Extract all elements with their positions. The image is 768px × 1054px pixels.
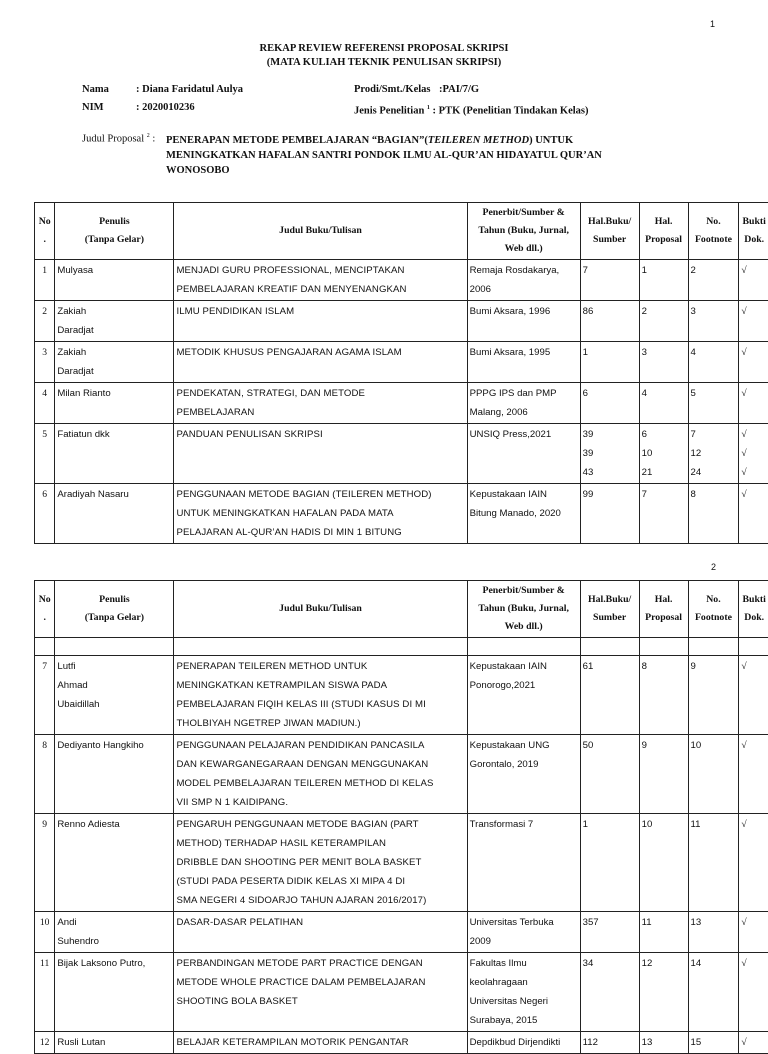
cell-judul-line: ILMU PENDIDIKAN ISLAM	[176, 302, 464, 321]
cell-penulis-line: Bijak Laksono Putro,	[57, 954, 171, 973]
cell-bukti-line: √	[741, 463, 767, 482]
cell-judul-line: PEMBELAJARAN FIQIH KELAS III (STUDI KASUS DI MI	[176, 695, 464, 714]
cell-footnote-line: 2	[691, 261, 737, 280]
cell-judul-line: PELAJARAN AL-QUR’AN HADIS DI MIN 1 BITUNG	[176, 523, 464, 542]
cell-footnote-line: 24	[691, 463, 737, 482]
cell-no: 12	[35, 1032, 55, 1054]
cell-no: 2	[35, 301, 55, 342]
cell-hal-proposal-line: 10	[642, 444, 686, 463]
cell-footnote-line: 4	[691, 343, 737, 362]
document-title	[0, 42, 768, 70]
cell-hal-buku-line: 1	[583, 815, 637, 834]
table-row	[35, 814, 768, 912]
table-row	[35, 1032, 768, 1054]
cell-hal-proposal	[639, 656, 688, 735]
cell-footnote-line: 11	[691, 815, 737, 834]
cell-footnote-line: 8	[691, 485, 737, 504]
cell-bukti-line: √	[741, 815, 767, 834]
cell-judul-line: DAN KEWARGANEGARAAN DENGAN MENGGUNAKAN	[176, 755, 464, 774]
cell-footnote	[688, 260, 739, 301]
cell-bukti-line: √	[741, 444, 767, 463]
cell-penulis-line: Lutfi	[57, 657, 171, 676]
cell-hal-buku-line: 39	[583, 425, 637, 444]
cell-bukti-line: √	[741, 657, 767, 676]
cell-hal-proposal	[639, 1032, 688, 1054]
cell-penerbit-line: Universitas Negeri	[470, 992, 578, 1011]
cell-penerbit	[467, 735, 580, 814]
cell-no: 6	[35, 484, 55, 544]
empty-spacer-row	[35, 638, 768, 656]
cell-footnote-line: 5	[691, 384, 737, 403]
judul-proposal-label	[82, 133, 155, 145]
cell-judul-line: METHOD) TERHADAP HASIL KETERAMPILAN	[176, 834, 464, 853]
cell-penulis	[55, 383, 174, 424]
cell-bukti-line: √	[741, 425, 767, 444]
cell-hal-proposal-line: 10	[642, 815, 686, 834]
cell-penerbit-line: Gorontalo, 2019	[470, 755, 578, 774]
table-row	[35, 301, 768, 342]
cell-judul	[174, 424, 467, 484]
table-row	[35, 735, 768, 814]
cell-penulis	[55, 912, 174, 953]
cell-hal-buku-line: 99	[583, 485, 637, 504]
prodi-label: Prodi/Smt./Kelas	[354, 82, 431, 98]
cell-hal-buku	[580, 735, 639, 814]
cell-bukti	[739, 953, 768, 1032]
prodi-value: :PAI/7/G	[439, 82, 479, 98]
cell-penulis-line: Milan Rianto	[57, 384, 171, 403]
page-number: 1	[710, 19, 715, 29]
cell-bukti	[739, 735, 768, 814]
cell-penerbit-line: UNSIQ Press,2021	[470, 425, 578, 444]
cell-penerbit-line: Universitas Terbuka	[470, 913, 578, 932]
table-row	[35, 656, 768, 735]
cell-penulis	[55, 735, 174, 814]
cell-judul	[174, 342, 467, 383]
cell-penerbit-line: Transformasi 7	[470, 815, 578, 834]
cell-penerbit-line: Malang, 2006	[470, 403, 578, 422]
cell-penulis-line: Mulyasa	[57, 261, 171, 280]
cell-penerbit-line: Kepustakaan IAIN	[470, 657, 578, 676]
header-hal-buku: Hal.Buku/ Sumber	[580, 203, 639, 260]
cell-penulis-line: Aradiyah Nasaru	[57, 485, 171, 504]
cell-penulis-line: Daradjat	[57, 362, 171, 381]
cell-footnote	[688, 953, 739, 1032]
cell-hal-proposal	[639, 484, 688, 544]
cell-hal-proposal-line: 4	[642, 384, 686, 403]
cell-footnote	[688, 656, 739, 735]
cell-hal-buku	[580, 301, 639, 342]
nim-label: NIM	[82, 100, 104, 116]
table-row	[35, 912, 768, 953]
cell-hal-buku-line: 50	[583, 736, 637, 755]
cell-footnote	[688, 1032, 739, 1054]
header-bukti: Bukti Dok.	[739, 203, 768, 260]
cell-hal-proposal-line: 21	[642, 463, 686, 482]
cell-no: 9	[35, 814, 55, 912]
judul-part-1: PENERAPAN METODE PEMBELAJARAN “BAGIAN”(	[166, 135, 428, 146]
cell-penerbit	[467, 342, 580, 383]
cell-hal-proposal	[639, 424, 688, 484]
cell-penulis-line: Ubaidillah	[57, 695, 171, 714]
cell-hal-proposal	[639, 912, 688, 953]
cell-hal-proposal-line: 3	[642, 343, 686, 362]
table-row	[35, 424, 768, 484]
cell-judul	[174, 301, 467, 342]
cell-hal-proposal-line: 9	[642, 736, 686, 755]
cell-hal-proposal-line: 2	[642, 302, 686, 321]
cell-bukti	[739, 814, 768, 912]
cell-no: 3	[35, 342, 55, 383]
cell-judul-line: PERBANDINGAN METODE PART PRACTICE DENGAN	[176, 954, 464, 973]
cell-judul-line: BELAJAR KETERAMPILAN MOTORIK PENGANTAR	[176, 1033, 464, 1052]
cell-footnote	[688, 484, 739, 544]
cell-penerbit-line: Bitung Manado, 2020	[470, 504, 578, 523]
cell-judul-line: PENGARUH PENGGUNAAN METODE BAGIAN (PART	[176, 815, 464, 834]
cell-penerbit	[467, 301, 580, 342]
header-penulis: Penulis (Tanpa Gelar)	[55, 203, 174, 260]
cell-penerbit	[467, 814, 580, 912]
table-row	[35, 383, 768, 424]
cell-judul-line: DRIBBLE DAN SHOOTING PER MENIT BOLA BASKET	[176, 853, 464, 872]
cell-judul	[174, 814, 467, 912]
cell-footnote	[688, 735, 739, 814]
cell-bukti	[739, 342, 768, 383]
cell-no: 1	[35, 260, 55, 301]
cell-judul	[174, 260, 467, 301]
cell-judul-line: PEMBELAJARAN KREATIF DAN MENYENANGKAN	[176, 280, 464, 299]
cell-hal-buku-line: 1	[583, 343, 637, 362]
jenis-footnote-mark: 1	[427, 105, 430, 111]
table-row	[35, 953, 768, 1032]
cell-penulis-line: Daradjat	[57, 321, 171, 340]
cell-penulis-line: Suhendro	[57, 932, 171, 951]
cell-judul-line: (STUDI PADA PESERTA DIDIK KELAS XI MIPA 4 DI	[176, 872, 464, 891]
cell-bukti	[739, 1032, 768, 1054]
cell-hal-buku-line: 39	[583, 444, 637, 463]
cell-judul-line: PENERAPAN TEILEREN METHOD UNTUK	[176, 657, 464, 676]
cell-bukti-line: √	[741, 485, 767, 504]
cell-footnote	[688, 342, 739, 383]
judul-footnote-mark: 2	[147, 133, 150, 139]
title-line-1: REKAP REVIEW REFERENSI PROPOSAL SKRIPSI	[0, 42, 768, 56]
cell-hal-buku	[580, 912, 639, 953]
cell-judul-line: METODIK KHUSUS PENGAJARAN AGAMA ISLAM	[176, 343, 464, 362]
cell-judul-line: PENGGUNAAN PELAJARAN PENDIDIKAN PANCASILA	[176, 736, 464, 755]
cell-judul-line: PANDUAN PENULISAN SKRIPSI	[176, 425, 464, 444]
cell-no: 11	[35, 953, 55, 1032]
cell-hal-proposal	[639, 260, 688, 301]
cell-penerbit-line: Bumi Aksara, 1996	[470, 302, 578, 321]
cell-penerbit-line: Kepustakaan UNG	[470, 736, 578, 755]
cell-penulis-line: Zakiah	[57, 343, 171, 362]
cell-penerbit-line: keolahragaan	[470, 973, 578, 992]
cell-judul-line: PENGGUNAAN METODE BAGIAN (TEILEREN METHOD)	[176, 485, 464, 504]
cell-penulis	[55, 342, 174, 383]
header-penerbit: Penerbit/Sumber & Tahun (Buku, Jurnal, Web dll.)	[467, 581, 580, 638]
cell-judul-line: PEMBELAJARAN	[176, 403, 464, 422]
cell-penerbit-line: 2009	[470, 932, 578, 951]
cell-judul-line: THOLBIYAH NGETREP JIWAN MADIUN.)	[176, 714, 464, 733]
cell-bukti-line: √	[741, 736, 767, 755]
header-footnote: No. Footnote	[688, 581, 739, 638]
header-bukti: Bukti Dok.	[739, 581, 768, 638]
header-footnote: No. Footnote	[688, 203, 739, 260]
cell-no: 8	[35, 735, 55, 814]
cell-no: 10	[35, 912, 55, 953]
cell-bukti-line: √	[741, 913, 767, 932]
cell-hal-proposal-line: 11	[642, 913, 686, 932]
cell-bukti-line: √	[741, 1033, 767, 1052]
cell-penerbit-line: Ponorogo,2021	[470, 676, 578, 695]
cell-footnote-line: 15	[691, 1033, 737, 1052]
cell-penerbit	[467, 912, 580, 953]
cell-hal-buku	[580, 484, 639, 544]
cell-footnote	[688, 912, 739, 953]
cell-bukti	[739, 484, 768, 544]
cell-hal-buku	[580, 953, 639, 1032]
nama-value: : Diana Faridatul Aulya	[136, 82, 243, 98]
cell-hal-proposal-line: 12	[642, 954, 686, 973]
table-row	[35, 342, 768, 383]
cell-no: 5	[35, 424, 55, 484]
judul-colon: :	[152, 134, 155, 145]
cell-penulis-line: Andi	[57, 913, 171, 932]
nama-label: Nama	[82, 82, 109, 98]
cell-bukti	[739, 260, 768, 301]
cell-hal-proposal-line: 8	[642, 657, 686, 676]
header-hal-buku: Hal.Buku/ Sumber	[580, 581, 639, 638]
cell-bukti-line: √	[741, 302, 767, 321]
judul-label-text: Judul Proposal	[82, 134, 144, 145]
cell-judul-line: METODE WHOLE PRACTICE DALAM PEMBELAJARAN	[176, 973, 464, 992]
cell-judul	[174, 383, 467, 424]
cell-penulis	[55, 484, 174, 544]
cell-hal-buku-line: 86	[583, 302, 637, 321]
cell-hal-buku-line: 6	[583, 384, 637, 403]
cell-penulis-line: Fatiatun dkk	[57, 425, 171, 444]
cell-bukti-line: √	[741, 954, 767, 973]
cell-penerbit	[467, 424, 580, 484]
cell-bukti	[739, 383, 768, 424]
reference-table-page-1	[34, 202, 768, 544]
table-header-row	[35, 203, 768, 260]
cell-penerbit	[467, 260, 580, 301]
cell-hal-proposal-line: 6	[642, 425, 686, 444]
nim-value: : 2020010236	[136, 100, 195, 116]
cell-penerbit	[467, 1032, 580, 1054]
cell-judul-line: MENJADI GURU PROFESSIONAL, MENCIPTAKAN	[176, 261, 464, 280]
title-line-2: (MATA KULIAH TEKNIK PENULISAN SKRIPSI)	[0, 56, 768, 70]
cell-footnote-line: 12	[691, 444, 737, 463]
cell-penulis	[55, 301, 174, 342]
cell-hal-buku	[580, 656, 639, 735]
cell-footnote	[688, 301, 739, 342]
cell-hal-buku	[580, 814, 639, 912]
cell-judul	[174, 1032, 467, 1054]
cell-judul	[174, 656, 467, 735]
table-row	[35, 260, 768, 301]
cell-penerbit	[467, 953, 580, 1032]
cell-penulis-line: Renno Adiesta	[57, 815, 171, 834]
cell-judul-line: VII SMP N 1 KAIDIPANG.	[176, 793, 464, 812]
cell-footnote	[688, 814, 739, 912]
cell-penulis	[55, 260, 174, 301]
cell-penulis	[55, 1032, 174, 1054]
cell-judul	[174, 912, 467, 953]
cell-hal-buku-line: 7	[583, 261, 637, 280]
cell-hal-buku	[580, 342, 639, 383]
cell-footnote-line: 14	[691, 954, 737, 973]
cell-judul-line: UNTUK MENINGKATKAN HAFALAN PADA MATA	[176, 504, 464, 523]
reference-table-page-2	[34, 580, 768, 1054]
cell-hal-proposal-line: 7	[642, 485, 686, 504]
cell-footnote	[688, 383, 739, 424]
jenis-label: Jenis Penelitian	[354, 106, 424, 117]
cell-penerbit-line: Bumi Aksara, 1995	[470, 343, 578, 362]
cell-hal-buku-line: 43	[583, 463, 637, 482]
cell-penulis	[55, 424, 174, 484]
cell-penerbit-line: Remaja Rosdakarya,	[470, 261, 578, 280]
header-judul: Judul Buku/Tulisan	[174, 203, 467, 260]
header-penerbit: Penerbit/Sumber & Tahun (Buku, Jurnal, Web dll.)	[467, 203, 580, 260]
cell-no: 4	[35, 383, 55, 424]
cell-penulis	[55, 656, 174, 735]
cell-hal-proposal	[639, 953, 688, 1032]
cell-hal-buku	[580, 1032, 639, 1054]
table-header-row	[35, 581, 768, 638]
cell-judul	[174, 953, 467, 1032]
judul-italic: TEILEREN METHOD	[428, 135, 529, 146]
cell-penerbit	[467, 656, 580, 735]
cell-hal-proposal	[639, 342, 688, 383]
cell-hal-proposal	[639, 301, 688, 342]
cell-footnote-line: 10	[691, 736, 737, 755]
cell-bukti	[739, 301, 768, 342]
jenis-value: : PTK (Penelitian Tindakan Kelas)	[433, 106, 589, 117]
cell-bukti	[739, 424, 768, 484]
cell-hal-proposal	[639, 383, 688, 424]
page-number-2: 2	[711, 562, 716, 572]
cell-penulis	[55, 953, 174, 1032]
cell-bukti	[739, 656, 768, 735]
cell-penerbit-line: Fakultas Ilmu	[470, 954, 578, 973]
header-no: No .	[35, 203, 55, 260]
header-judul: Judul Buku/Tulisan	[174, 581, 467, 638]
cell-penulis-line: Dediyanto Hangkiho	[57, 736, 171, 755]
cell-penerbit	[467, 484, 580, 544]
cell-penerbit-line: Kepustakaan IAIN	[470, 485, 578, 504]
jenis-penelitian	[354, 100, 589, 120]
cell-judul-line: SHOOTING BOLA BASKET	[176, 992, 464, 1011]
cell-hal-buku	[580, 383, 639, 424]
cell-penulis-line: Zakiah	[57, 302, 171, 321]
cell-hal-buku-line: 357	[583, 913, 637, 932]
cell-penerbit-line: Depdikbud Dirjendikti	[470, 1033, 578, 1052]
cell-bukti	[739, 912, 768, 953]
cell-penerbit-line: Surabaya, 2015	[470, 1011, 578, 1030]
header-no: No .	[35, 581, 55, 638]
cell-footnote-line: 13	[691, 913, 737, 932]
cell-penerbit-line: 2006	[470, 280, 578, 299]
cell-hal-proposal-line: 1	[642, 261, 686, 280]
cell-footnote	[688, 424, 739, 484]
cell-footnote-line: 7	[691, 425, 737, 444]
cell-hal-buku-line: 112	[583, 1033, 637, 1052]
cell-hal-buku	[580, 260, 639, 301]
cell-bukti-line: √	[741, 343, 767, 362]
cell-judul	[174, 484, 467, 544]
judul-part-2: ) UNTUK MENINGKATKAN HAFALAN SANTRI PONDOK ILMU AL-QUR’AN HIDAYATUL QUR’AN WONOSOBO	[166, 135, 602, 176]
header-hal-proposal: Hal. Proposal	[639, 581, 688, 638]
cell-penerbit	[467, 383, 580, 424]
cell-bukti-line: √	[741, 384, 767, 403]
cell-hal-buku	[580, 424, 639, 484]
cell-judul-line: PENDEKATAN, STRATEGI, DAN METODE	[176, 384, 464, 403]
cell-hal-buku-line: 34	[583, 954, 637, 973]
cell-judul-line: MENINGKATKAN KETRAMPILAN SISWA PADA	[176, 676, 464, 695]
judul-proposal-text	[166, 133, 646, 178]
cell-hal-proposal	[639, 814, 688, 912]
cell-judul-line: DASAR-DASAR PELATIHAN	[176, 913, 464, 932]
cell-penulis-line: Ahmad	[57, 676, 171, 695]
cell-footnote-line: 9	[691, 657, 737, 676]
cell-hal-buku-line: 61	[583, 657, 637, 676]
cell-penerbit-line: PPPG IPS dan PMP	[470, 384, 578, 403]
header-penulis: Penulis (Tanpa Gelar)	[55, 581, 174, 638]
cell-judul	[174, 735, 467, 814]
cell-hal-proposal-line: 13	[642, 1033, 686, 1052]
cell-no: 7	[35, 656, 55, 735]
cell-bukti-line: √	[741, 261, 767, 280]
cell-hal-proposal	[639, 735, 688, 814]
cell-footnote-line: 3	[691, 302, 737, 321]
cell-judul-line: SMA NEGERI 4 SIDOARJO TAHUN AJARAN 2016/2017)	[176, 891, 464, 910]
cell-penulis-line: Rusli Lutan	[57, 1033, 171, 1052]
cell-penulis	[55, 814, 174, 912]
cell-judul-line: MODEL PEMBELAJARAN TEILEREN METHOD DI KELAS	[176, 774, 464, 793]
header-hal-proposal: Hal. Proposal	[639, 203, 688, 260]
table-row	[35, 484, 768, 544]
